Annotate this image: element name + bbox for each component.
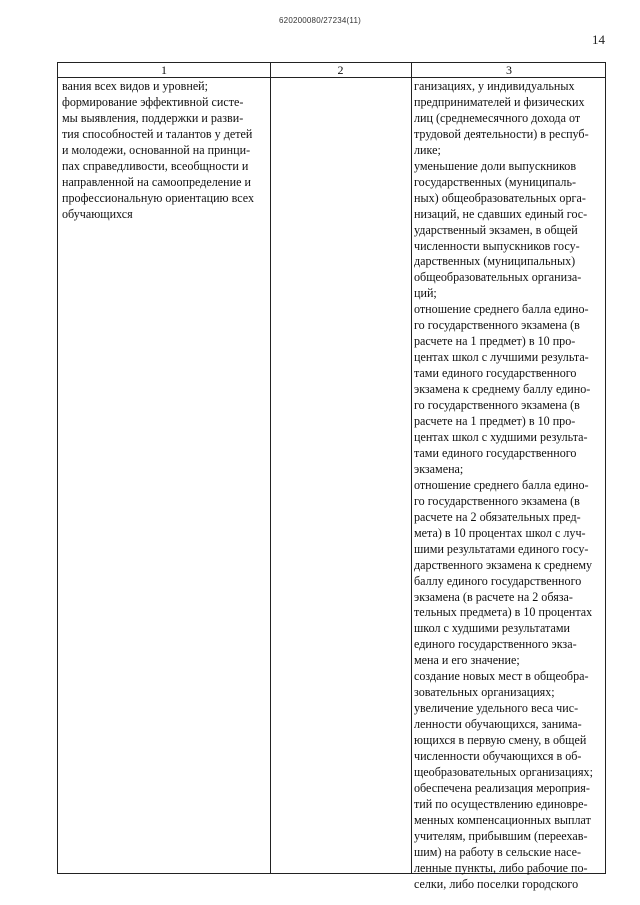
text-line: селки, либо поселки городского	[414, 876, 579, 891]
text-line: отношение среднего балла едино-	[414, 477, 589, 492]
text-line: отношение среднего балла едино-	[414, 302, 589, 317]
content-table	[57, 62, 606, 891]
column-3-text	[414, 79, 593, 893]
text-line: тий по осуществлению единовре-	[414, 796, 588, 811]
text-line: расчете на 1 предмет) в 10 про-	[414, 414, 576, 429]
text-line: ленные пункты, либо рабочие по-	[414, 860, 588, 875]
text-line: уменьшение доли выпускников	[414, 158, 577, 173]
text-line: единого государственного экза-	[414, 637, 577, 652]
column-header-3: 3	[506, 63, 512, 77]
text-line: ций;	[414, 286, 437, 301]
text-line: общеобразовательных организа-	[414, 270, 582, 285]
text-line: экзамена (в расчете на 2 обяза-	[414, 589, 573, 604]
text-line: менных компенсационных выплат	[414, 812, 591, 827]
text-line: лике;	[414, 142, 441, 157]
text-line: тия способностей и талантов у детей	[62, 126, 253, 141]
text-line: направленной на самоопределение и	[62, 174, 251, 189]
text-line: вания всех видов и уровней;	[62, 79, 209, 93]
text-line: ных) общеобразовательных орга-	[414, 190, 586, 205]
text-line: трудовой деятельности) в респуб-	[414, 126, 589, 141]
document-code: 620200080/27234(11)	[279, 16, 361, 25]
text-line: расчете на 1 предмет) в 10 про-	[414, 334, 576, 349]
text-line: шим) на работу в сельские насе-	[414, 844, 582, 859]
text-line: предпринимателей и физических	[414, 94, 585, 109]
text-line: дарственных (муниципальных)	[414, 254, 576, 269]
column-divider-2	[411, 63, 412, 873]
text-line: обеспечена реализация мероприя-	[414, 780, 590, 795]
column-header-1: 1	[161, 63, 167, 77]
column-1-text	[62, 79, 254, 223]
text-line: экзамена;	[414, 461, 464, 476]
text-line: численности выпускников госу-	[414, 238, 580, 253]
text-line: низаций, не сдавших единый гос-	[414, 206, 588, 221]
text-line: дарственного экзамена к среднему	[414, 557, 593, 572]
text-line: центах школ с лучшими результа-	[414, 350, 589, 365]
text-line: увеличение удельного веса чис-	[414, 701, 579, 716]
text-line: центах школ с худшими результа-	[414, 429, 588, 444]
text-line: и молодежи, основанной на принци-	[62, 142, 251, 157]
text-line: тами единого государственного	[414, 366, 577, 381]
text-line: мета) в 10 процентах школ с луч-	[414, 525, 586, 540]
text-line: лиц (среднемесячного дохода от	[414, 110, 581, 125]
text-line: тами единого государственного	[414, 445, 577, 460]
text-line: профессиональную ориентацию всех	[62, 190, 255, 205]
text-line: экзамена к среднему баллу едино-	[414, 382, 591, 397]
text-line: го государственного экзамена (в	[414, 318, 580, 333]
text-line: пах справедливости, всеобщности и	[62, 158, 249, 173]
text-line: государственных (муниципаль-	[414, 174, 577, 189]
text-line: тельных предмета) в 10 процентах	[414, 605, 593, 620]
column-header-2: 2	[337, 63, 344, 77]
text-line: мы выявления, поддержки и разви-	[62, 110, 244, 125]
text-line: создание новых мест в общеобра-	[414, 669, 589, 684]
text-line: школ с худшими результатами	[414, 621, 570, 636]
text-line: ганизациях, у индивидуальных	[414, 79, 575, 93]
text-line: обучающихся	[62, 206, 133, 221]
text-line: ленности обучающихся, занима-	[414, 717, 582, 732]
column-divider-1	[270, 63, 271, 873]
text-line: мена и его значение;	[414, 653, 520, 668]
text-line: зовательных организациях;	[414, 685, 555, 700]
text-line: го государственного экзамена (в	[414, 398, 580, 413]
text-line: го государственного экзамена (в	[414, 493, 580, 508]
header-row-divider	[58, 77, 605, 78]
text-line: расчете на 2 обязательных пред-	[414, 509, 581, 524]
text-line: баллу единого государственного	[414, 573, 582, 588]
text-line: ударственный экзамен, в общей	[414, 222, 578, 237]
text-line: шими результатами единого госу-	[414, 541, 589, 556]
page-number: 14	[592, 32, 605, 47]
text-line: формирование эффективной систе-	[62, 94, 244, 109]
text-line: ющихся в первую смену, в общей	[414, 733, 587, 748]
text-line: щеобразовательных организациях;	[414, 764, 593, 779]
text-line: численности обучающихся в об-	[414, 749, 582, 764]
text-line: учителям, прибывшим (переехав-	[414, 828, 588, 843]
